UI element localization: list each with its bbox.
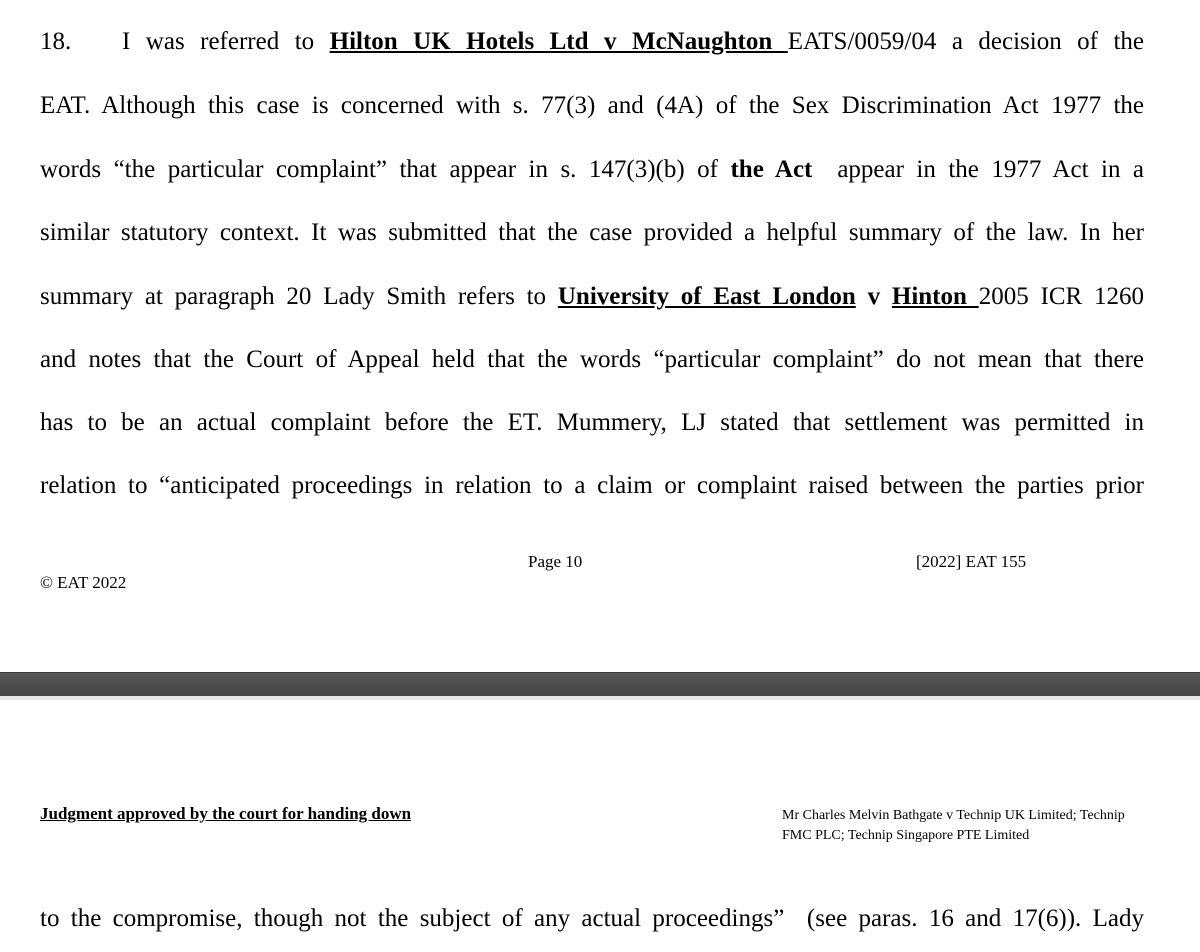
- page-number: Page 10: [528, 552, 583, 571]
- case-title-header: [782, 806, 1162, 846]
- paragraph-18-line-6: and notes that the Court of Appeal held that the words “particular complaint” do not mean that there: [40, 346, 1144, 373]
- case-citation-hilton: Hilton UK Hotels Ltd v McNaughton: [329, 28, 788, 55]
- paragraph-18-line-5: [40, 282, 1144, 312]
- case-title-line-2: FMC PLC; Technip Singapore PTE Limited: [782, 828, 1030, 843]
- paragraph-18-line-7: has to be an actual complaint before the ET. Mummery, LJ stated that settlement was permitted in: [40, 409, 1144, 436]
- paragraph-18-line-2: EAT. Although this case is concerned with s. 77(3) and (4A) of the Sex Discrimination Act 1977 the: [40, 92, 1144, 119]
- text-run: words “the particular complaint” that appear in s. 147(3)(b) of: [40, 156, 731, 183]
- paragraph-18-line-3: [40, 155, 1144, 185]
- text-run: v: [855, 283, 892, 310]
- text-run: 2005 ICR 1260: [978, 283, 1144, 310]
- paragraph-18-line-1: [40, 27, 1144, 57]
- text-run: appear in the 1977 Act in a: [812, 156, 1145, 183]
- text-run: EATS/0059/04 a decision of the: [787, 28, 1145, 55]
- copyright-notice: © EAT 2022: [40, 573, 127, 592]
- the-act-term: the Act: [730, 156, 813, 183]
- paragraph-18-line-8: relation to “anticipated proceedings in relation to a claim or complaint raised between the parties prior: [40, 472, 1144, 499]
- text-run: I was referred to: [122, 28, 330, 55]
- judgment-approved-header: Judgment approved by the court for handing down: [40, 804, 412, 823]
- text-run: summary at paragraph 20 Lady Smith refers to: [40, 283, 558, 310]
- case-citation-hinton: Hinton: [891, 283, 979, 310]
- paragraph-18-continued: to the compromise, though not the subject of any actual proceedings” (see paras. 16 and 17(6)). Lady: [40, 905, 1144, 932]
- paragraph-18-line-4: similar statutory context. It was submitted that the case provided a helpful summary of the law. In her: [40, 219, 1144, 246]
- case-title-line-1: Mr Charles Melvin Bathgate v Technip UK Limited; Technip: [782, 808, 1125, 823]
- neutral-citation: [2022] EAT 155: [916, 552, 1027, 571]
- page-separator: [0, 672, 1200, 697]
- paragraph-number: 18.: [40, 28, 72, 55]
- case-citation-uel: University of East London: [557, 283, 856, 310]
